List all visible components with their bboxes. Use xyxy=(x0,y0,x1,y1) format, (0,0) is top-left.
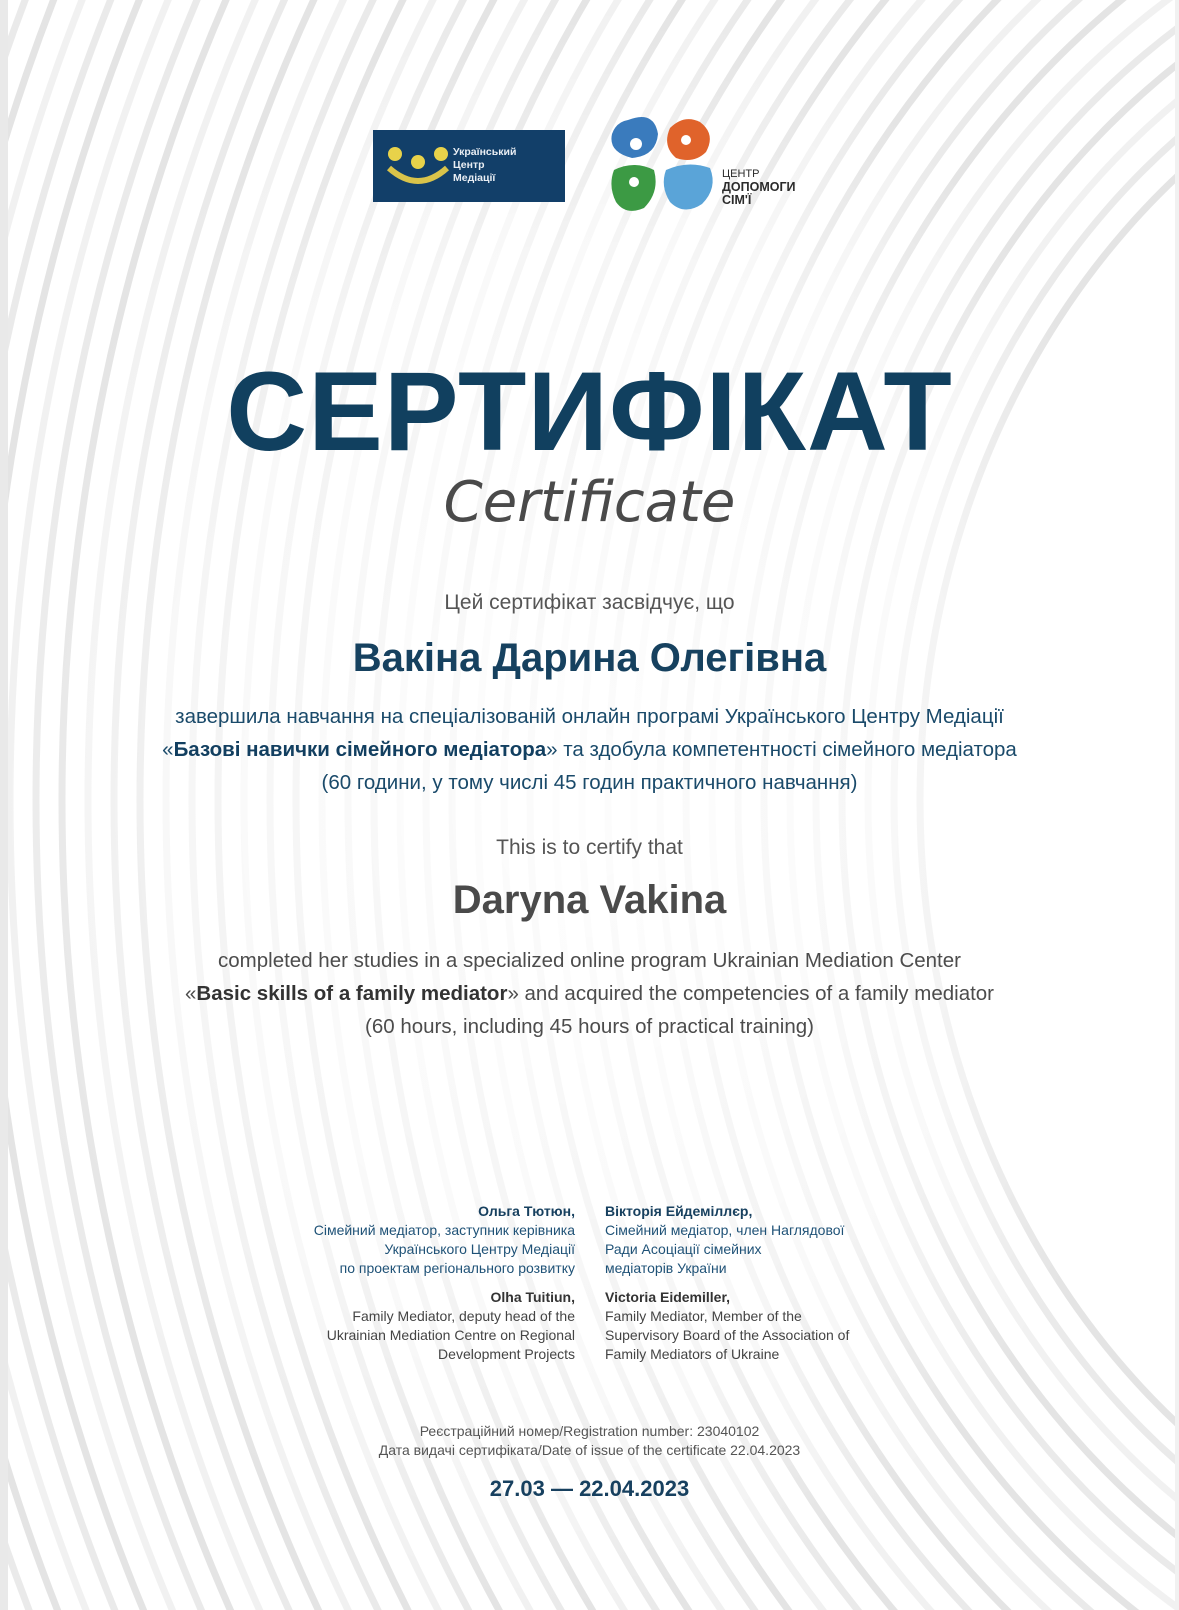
certificate-title: СЕРТИФІКАТ xyxy=(226,349,953,474)
registration-number: Реєстраційний номер/Registration number: 23040102 xyxy=(419,1423,760,1439)
uk-quote-open: « xyxy=(162,738,174,761)
registration-info xyxy=(0,1422,1179,1460)
en-program-name: Basic skills of a family mediator xyxy=(196,982,508,1005)
en-recipient-name: Daryna Vakina xyxy=(452,878,727,922)
family-logo-small-text: ЦЕНТР xyxy=(722,168,760,180)
en-intro-text: This is to certify that xyxy=(496,836,683,859)
uk-body-line2 xyxy=(0,733,1179,766)
signatory-left-role-en: Family Mediator, deputy head of the Ukrainian Mediation Centre on Regional Development Projects xyxy=(326,1308,575,1362)
en-body-line2-rest: » and acquired the competencies of a family mediator xyxy=(507,982,995,1005)
uk-body-text xyxy=(0,700,1179,799)
training-period: 27.03 — 22.04.2023 xyxy=(489,1476,690,1501)
en-body-line2 xyxy=(0,977,1179,1010)
family-logo-line2: СІМ'Ї xyxy=(722,193,752,207)
family-help-center-logo xyxy=(608,112,796,222)
uk-program-name: Базові навички сімейного медіатора xyxy=(173,738,547,761)
signatory-left-name-en: Olha Tuitiun, xyxy=(490,1289,575,1305)
en-body-line1: completed her studies in a specialized online program Ukrainian Mediation Center xyxy=(218,949,961,972)
signatory-right-role-uk: Сімейний медіатор, член Наглядової Ради Асоціації сімейних медіаторів України xyxy=(605,1222,845,1276)
signatory-left-role-uk: Сімейний медіатор, заступник керівника Українського Центру Медіації по проектам регіонального розвитку xyxy=(313,1222,575,1276)
ukrainian-mediation-center-logo xyxy=(373,130,565,202)
uk-body-line2-rest: » та здобула компетентності сімейного медіатора xyxy=(546,738,1017,761)
family-logo-line1: ДОПОМОГИ xyxy=(722,180,796,194)
umc-logo-text: Український Центр Медіації xyxy=(453,146,517,184)
signatory-right-name-en: Victoria Eidemiller, xyxy=(605,1289,731,1305)
uk-body-line3: (60 години, у тому числі 45 годин практичного навчання) xyxy=(321,771,858,794)
certificate-subtitle: Certificate xyxy=(443,470,736,535)
signatory-left-name-uk: Ольга Тютюн, xyxy=(478,1203,575,1219)
uk-body-line1: завершила навчання на спеціалізованій онлайн програмі Українського Центру Медіації xyxy=(175,705,1004,728)
signatory-left xyxy=(255,1202,575,1364)
signatory-right xyxy=(605,1202,925,1364)
family-center-logo-text xyxy=(722,168,796,207)
en-body-line3: (60 hours, including 45 hours of practical training) xyxy=(365,1015,814,1038)
signatory-right-role-en: Family Mediator, Member of the Supervisory Board of the Association of Family Mediators of Ukraine xyxy=(605,1308,850,1362)
family-flower-icon xyxy=(608,112,720,222)
issue-date: Дата видачі сертифіката/Date of issue of the certificate 22.04.2023 xyxy=(378,1442,801,1458)
en-quote-open: « xyxy=(184,982,197,1005)
mediation-center-emblem-icon xyxy=(385,142,451,190)
en-body-text xyxy=(0,944,1179,1043)
signatory-right-name-uk: Вікторія Ейдеміллєр, xyxy=(605,1203,753,1219)
uk-recipient-name: Вакіна Дарина Олегівна xyxy=(352,636,827,680)
uk-intro-text: Цей сертифікат засвідчує, що xyxy=(444,591,735,614)
